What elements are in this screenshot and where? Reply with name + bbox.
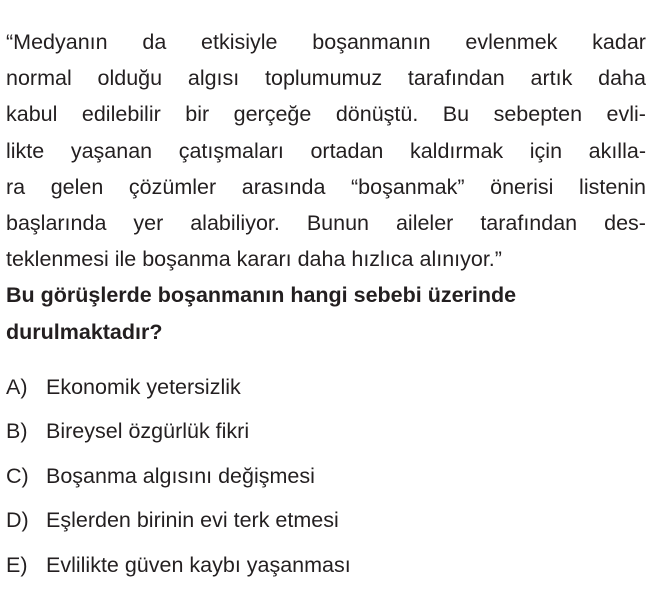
- passage-word: evli-: [606, 102, 646, 127]
- passage-word: kaldırmak: [409, 138, 504, 163]
- passage-word: önerisi: [490, 174, 554, 199]
- option-letter: B): [6, 419, 28, 444]
- passage-word: toplumumuz: [265, 66, 383, 91]
- passage-word: çatışmaları: [178, 138, 284, 163]
- passage-word: da: [142, 30, 167, 54]
- option-text: Boşanma algısını değişmesi: [46, 463, 315, 488]
- passage-word: Bunun: [306, 210, 369, 235]
- answer-options: [6, 365, 646, 588]
- option-b[interactable]: [6, 409, 646, 454]
- question-stem: [6, 277, 646, 349]
- passage-word: tarafından: [407, 66, 505, 91]
- passage-word: boşanmanın: [312, 30, 431, 54]
- passage-word: kadar: [592, 30, 646, 54]
- passage-word: akılla-: [588, 138, 646, 163]
- option-e[interactable]: [6, 543, 646, 588]
- passage-word: tarafından: [480, 210, 578, 235]
- passage-line: [6, 133, 646, 169]
- passage-word: için: [529, 138, 563, 163]
- passage-line: [6, 60, 646, 96]
- passage-word: sebepten: [493, 102, 583, 127]
- question-line: durulmaktadır?: [6, 319, 163, 344]
- passage-word: Bu: [442, 102, 470, 127]
- passage-word: alabiliyor.: [190, 210, 280, 235]
- question-page: [6, 24, 646, 587]
- passage-word: “Medyanın: [6, 30, 108, 54]
- passage-word: çözümler: [128, 174, 217, 199]
- passage-line: [6, 169, 646, 205]
- passage-word: evlenmek: [465, 30, 558, 54]
- passage-word: artık: [530, 66, 573, 91]
- option-text: Evlilikte güven kaybı yaşanması: [46, 552, 351, 577]
- passage-line: [6, 205, 646, 241]
- passage-word: dönüştü.: [335, 102, 419, 127]
- passage-word: gerçeğe: [233, 102, 312, 127]
- passage-word: daha: [598, 66, 646, 91]
- passage-word: normal: [6, 66, 72, 91]
- passage-word: yaşanan: [70, 138, 153, 163]
- option-letter: D): [6, 508, 29, 533]
- option-letter: C): [6, 463, 29, 488]
- passage-word: olduğu: [97, 66, 163, 91]
- passage-word: algısı: [187, 66, 240, 91]
- passage-word: edilebilir: [81, 102, 161, 127]
- question-line: Bu görüşlerde boşanmanın hangi sebebi üzerinde: [6, 283, 517, 308]
- option-d[interactable]: [6, 498, 646, 543]
- passage-word: “boşanmak”: [351, 174, 465, 199]
- passage-word: des-: [604, 210, 646, 235]
- passage-word: bir: [185, 102, 210, 127]
- passage-word: listenin: [579, 174, 646, 199]
- passage-word: arasında: [241, 174, 326, 199]
- passage-word: kabul: [6, 102, 58, 127]
- passage-line: [6, 96, 646, 132]
- option-text: Bireysel özgürlük fikri: [46, 419, 250, 444]
- passage-word: yer: [133, 210, 164, 235]
- passage-word: gelen: [50, 174, 104, 199]
- option-letter: E): [6, 552, 28, 577]
- passage-line: [6, 24, 646, 60]
- passage-line: teklenmesi ile boşanma kararı daha hızlıca alınıyor.”: [6, 247, 502, 272]
- quote-passage: [6, 24, 646, 277]
- option-c[interactable]: [6, 454, 646, 499]
- passage-word: ra: [6, 174, 26, 199]
- passage-word: likte: [6, 138, 45, 163]
- option-letter: A): [6, 374, 28, 399]
- option-a[interactable]: [6, 365, 646, 410]
- passage-word: ortadan: [310, 138, 384, 163]
- option-text: Ekonomik yetersizlik: [46, 374, 241, 399]
- passage-word: aileler: [395, 210, 454, 235]
- passage-word: başlarında: [6, 210, 107, 235]
- option-text: Eşlerden birinin evi terk etmesi: [46, 508, 339, 533]
- passage-word: etkisiyle: [201, 30, 278, 54]
